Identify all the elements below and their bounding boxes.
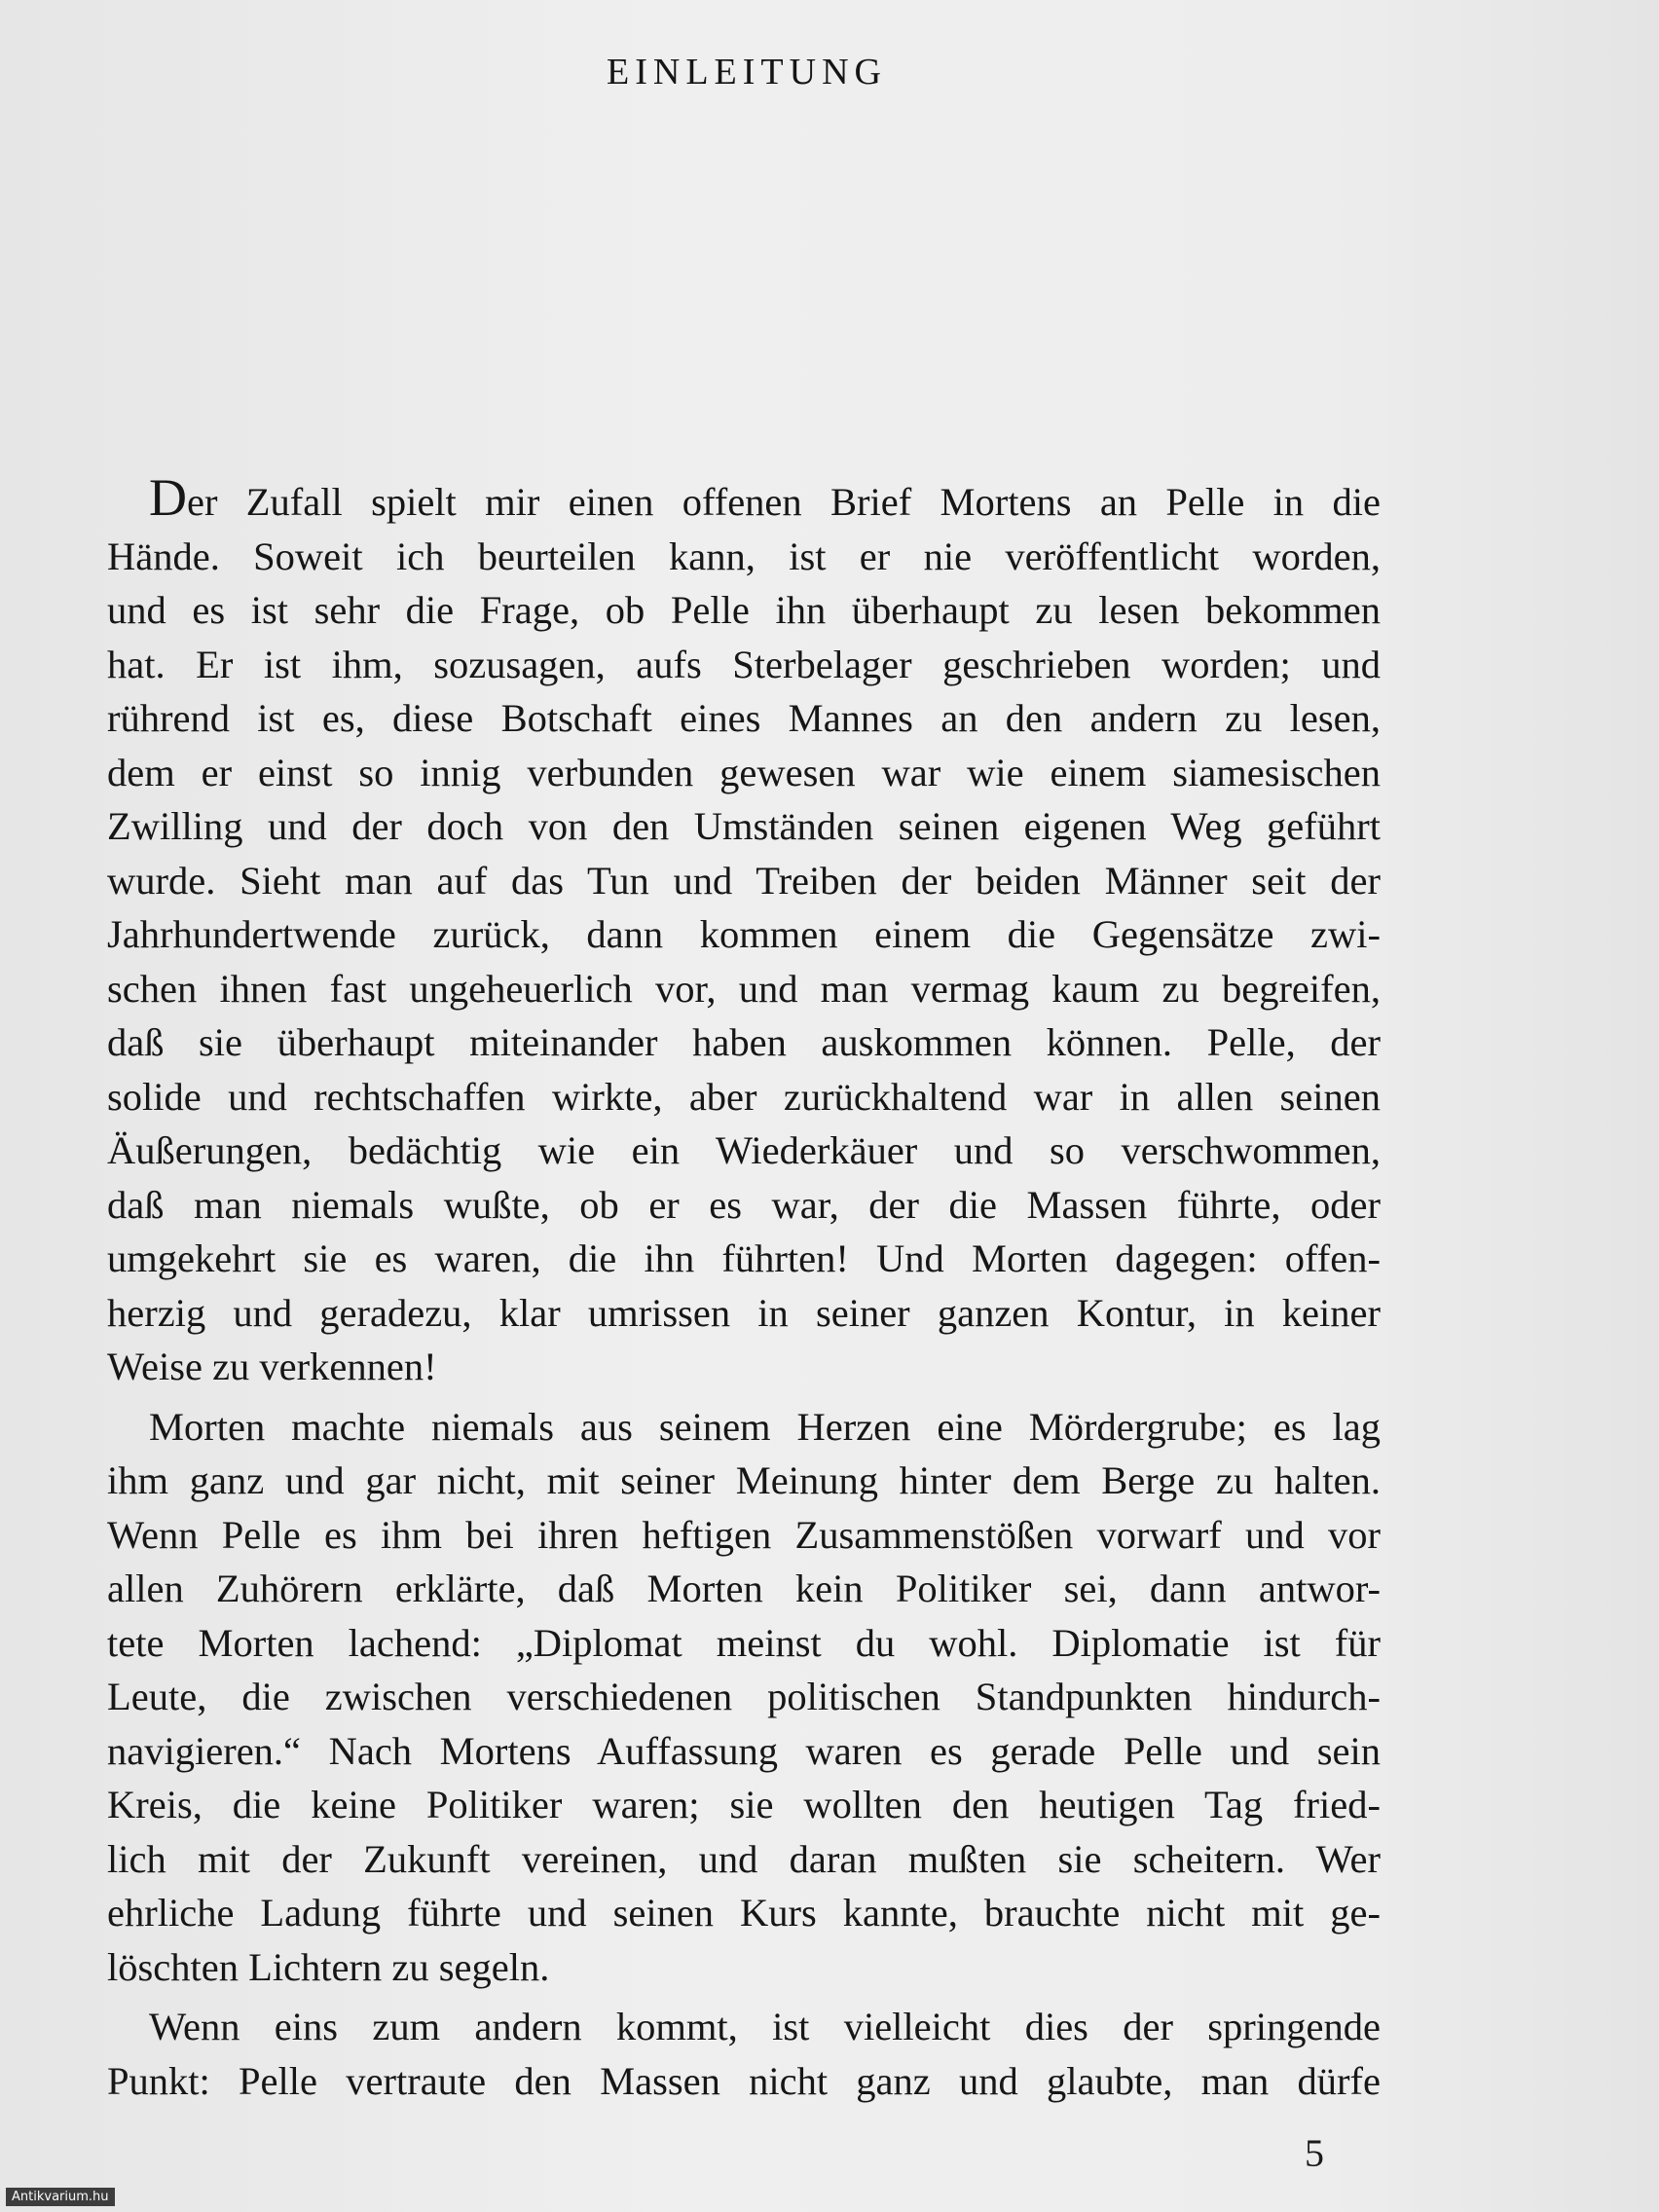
text-line: tete Morten lachend: „Diplomat meinst du wohl. Diplomatie ist für <box>107 1620 1381 1665</box>
paragraph <box>107 1400 1381 1995</box>
text-line: solide und rechtschaffen wirkte, aber zurückhaltend war in allen seinen <box>107 1074 1381 1119</box>
text-line: wurde. Sieht man auf das Tun und Treiben der beiden Männer seit der <box>107 858 1381 903</box>
text-line: Wenn eins zum andern kommt, ist vielleicht dies der springende <box>149 2005 1381 2048</box>
text-line: Morten machte niemals aus seinem Herzen eine Mördergrube; es lag <box>149 1404 1381 1449</box>
text-line: hat. Er ist ihm, sozusagen, aufs Sterbelager geschrieben worden; und <box>107 642 1381 686</box>
text-line: Jahrhundertwende zurück, dann kommen einem die Gegensätze zwi- <box>107 912 1381 956</box>
text-line: Der Zufall spielt mir einen offenen Brief Mortens an Pelle in die <box>149 468 1381 527</box>
text-line: daß man niemals wußte, ob er es war, der die Massen führte, oder <box>107 1182 1381 1227</box>
text-line: Weise zu verkennen! <box>107 1345 437 1388</box>
text-line: umgekehrt sie es waren, die ihn führten! Und Morten dagegen: offen- <box>107 1236 1381 1280</box>
text-line: Hände. Soweit ich beurteilen kann, ist er nie veröffentlicht worden, <box>107 534 1381 578</box>
text-line: löschten Lichtern zu segeln. <box>107 1944 550 1989</box>
watermark: Antikvarium.hu <box>6 2188 115 2206</box>
chapter-heading: EINLEITUNG <box>607 52 887 92</box>
text-line: Äußerungen, bedächtig wie ein Wiederkäuer und so verschwommen, <box>107 1128 1381 1172</box>
body-text <box>107 468 1381 2108</box>
paragraph <box>107 2000 1381 2108</box>
text-line: Punkt: Pelle vertraute den Massen nicht ganz und glaubte, man dürfe <box>107 2058 1381 2103</box>
text-line: dem er einst so innig verbunden gewesen war wie einem siamesischen <box>107 750 1381 794</box>
text-line: ehrliche Ladung führte und seinen Kurs kannte, brauchte nicht mit ge- <box>107 1891 1381 1935</box>
text-line: Wenn Pelle es ihm bei ihren heftigen Zusammenstößen vorwarf und vor <box>107 1512 1381 1557</box>
text-line: rührend ist es, diese Botschaft eines Mannes an den andern zu lesen, <box>107 696 1381 740</box>
paragraph <box>107 468 1381 1394</box>
text-line: lich mit der Zukunft vereinen, und daran mußten sie scheitern. Wer <box>107 1836 1381 1881</box>
text-line: herzig und geradezu, klar umrissen in seiner ganzen Kontur, in keiner <box>107 1290 1381 1335</box>
text-line: ihm ganz und gar nicht, mit seiner Meinung hinter dem Berge zu halten. <box>107 1458 1381 1502</box>
text-line: daß sie überhaupt miteinander haben auskommen können. Pelle, der <box>107 1020 1381 1064</box>
text-line: und es ist sehr die Frage, ob Pelle ihn überhaupt zu lesen bekommen <box>107 588 1381 632</box>
text-line: schen ihnen fast ungeheuerlich vor, und man vermag kaum zu begreifen, <box>107 966 1381 1011</box>
text-line: Zwilling und der doch von den Umständen seinen eigenen Weg geführt <box>107 804 1381 848</box>
text-line: Leute, die zwischen verschiedenen politischen Standpunkten hindurch- <box>107 1675 1381 1718</box>
page-number: 5 <box>1305 2131 1324 2175</box>
text-line: navigieren.“ Nach Mortens Auffassung waren es gerade Pelle und sein <box>107 1728 1381 1773</box>
text-line: Kreis, die keine Politiker waren; sie wollten den heutigen Tag fried- <box>107 1783 1381 1826</box>
text-line: allen Zuhörern erklärte, daß Morten kein Politiker sei, dann antwor- <box>107 1567 1381 1610</box>
drop-cap: D <box>149 468 187 527</box>
